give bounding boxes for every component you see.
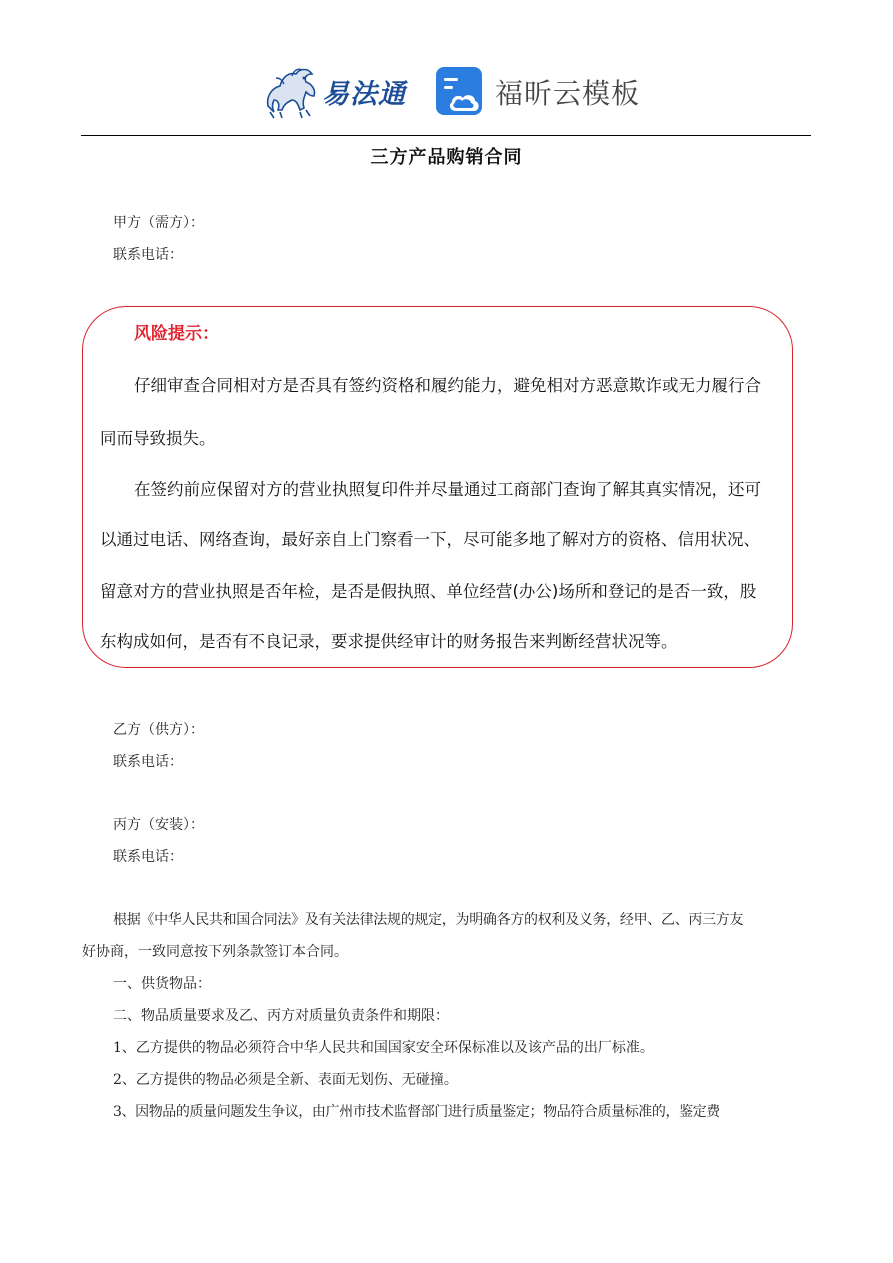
- cloud-template-icon: [436, 67, 484, 117]
- body-paragraph-line: 好协商，一致同意按下列条款签订本合同。: [82, 944, 348, 960]
- risk-notice-line: 仔细审查合同相对方是否具有签约资格和履约能力，避免相对方恶意欺诈或无力履行合: [134, 376, 761, 395]
- body-paragraph-line: 根据《中华人民共和国合同法》及有关法律法规的规定，为明确各方的权利及义务，经甲、乙、丙三方友: [113, 912, 744, 928]
- logo-right-text: 福昕云模板: [495, 77, 641, 110]
- qilin-mascot-icon: [262, 62, 324, 120]
- header-divider: [81, 135, 811, 136]
- clause-item: 2、乙方提供的物品必须是全新、表面无划伤、无碰撞。: [113, 1072, 458, 1088]
- party-c-label: 丙方（安装）：: [113, 817, 204, 833]
- clause-item: 1、乙方提供的物品必须符合中华人民共和国国家安全环保标准以及该产品的出厂标准。: [113, 1040, 654, 1056]
- clause-item: 3、因物品的质量问题发生争议，由广州市技术监督部门进行质量鉴定；物品符合质量标准的，鉴定费: [113, 1104, 720, 1120]
- contract-title: 三方产品购销合同: [370, 147, 523, 168]
- party-b-phone-label: 联系电话：: [113, 754, 183, 770]
- clause-heading: 一、供货物品：: [113, 976, 211, 992]
- risk-notice-line: 以通过电话、网络查询，最好亲自上门察看一下，尽可能多地了解对方的资格、信用状况、: [100, 530, 760, 549]
- party-a-phone-label: 联系电话：: [113, 247, 183, 263]
- party-b-label: 乙方（供方）：: [113, 722, 204, 738]
- risk-notice-line: 在签约前应保留对方的营业执照复印件并尽量通过工商部门查询了解其真实情况，还可: [134, 480, 761, 499]
- party-a-label: 甲方（需方）：: [113, 215, 204, 231]
- logo-left-text: 易法通: [322, 79, 406, 110]
- party-c-phone-label: 联系电话：: [113, 849, 183, 865]
- yifatong-logo: [262, 62, 412, 120]
- risk-notice-line: 留意对方的营业执照是否年检，是否是假执照、单位经营(办公)场所和登记的是否一致，股: [100, 582, 757, 601]
- risk-notice-line: 同而导致损失。: [100, 429, 216, 448]
- risk-notice-heading: 风险提示：: [134, 324, 219, 344]
- risk-notice-line: 东构成如何，是否有不良记录，要求提供经审计的财务报告来判断经营状况等。: [100, 632, 678, 651]
- clause-heading: 二、物品质量要求及乙、丙方对质量负责条件和期限：: [113, 1008, 449, 1024]
